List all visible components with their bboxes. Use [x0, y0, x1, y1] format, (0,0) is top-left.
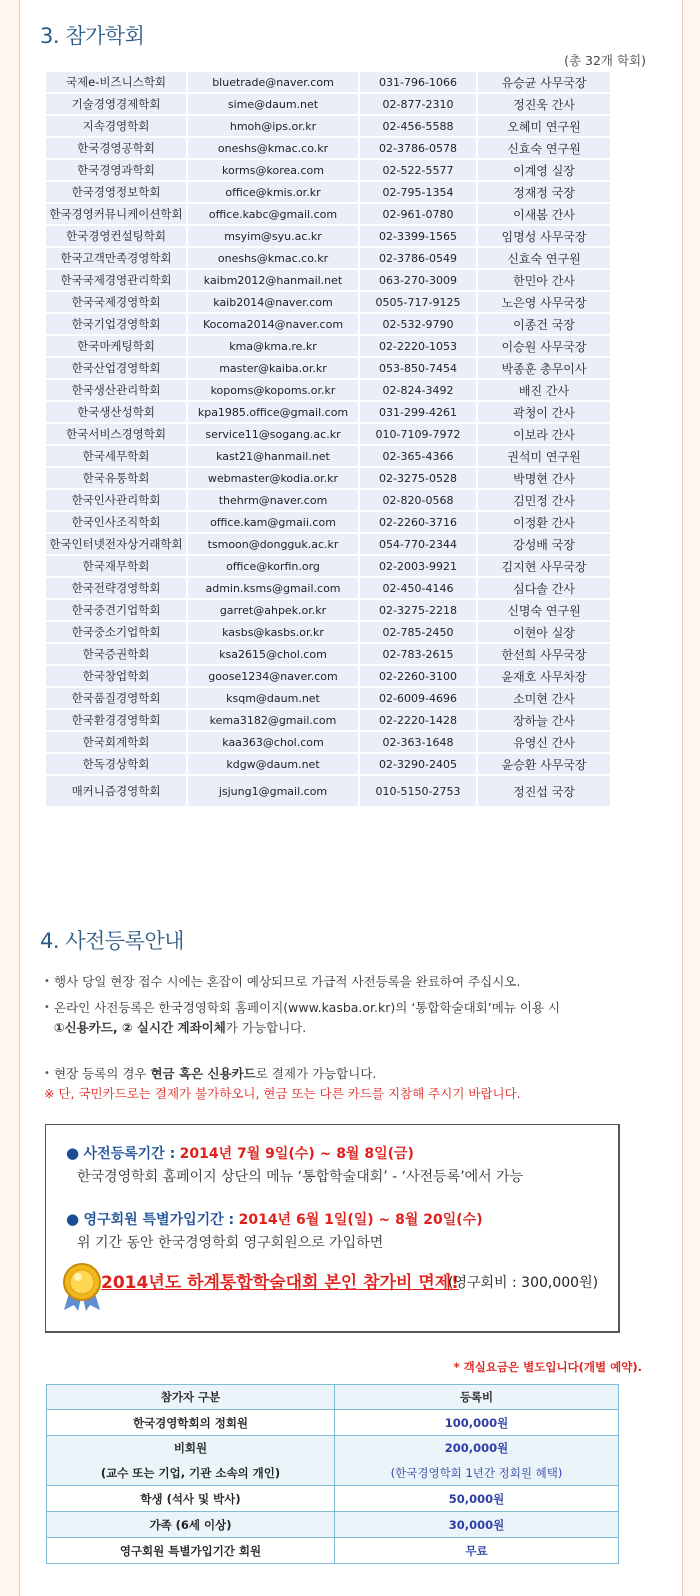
table-row [46, 182, 610, 202]
table-row [46, 314, 610, 334]
table-row [46, 732, 610, 752]
table-row [46, 622, 610, 642]
fee-amount: 50,000원 [335, 1486, 619, 1512]
table-row [46, 512, 610, 532]
society-phone: 02-795-1354 [360, 182, 476, 202]
table-row [46, 578, 610, 598]
table-row [46, 710, 610, 730]
society-contact: 곽청이 간사 [478, 402, 610, 422]
society-phone: 02-365-4366 [360, 446, 476, 466]
society-email: sime@daum.net [188, 94, 358, 114]
society-name: 한국중견기업학회 [46, 600, 186, 620]
fee-row [47, 1538, 619, 1564]
society-contact: 김지현 사무국장 [478, 556, 610, 576]
note-card-warning: ※ 단, 국민카드로는 결제가 불가하오니, 현금 또는 다른 카드를 지참해 주시기 바랍니다. [44, 1086, 521, 1101]
society-email: korms@korea.com [188, 160, 358, 180]
society-email: kma@kma.re.kr [188, 336, 358, 356]
society-phone: 02-363-1648 [360, 732, 476, 752]
society-contact: 한선희 사무국장 [478, 644, 610, 664]
society-name: 한국인터넷전자상거래학회 [46, 534, 186, 554]
society-contact: 배진 간사 [478, 380, 610, 400]
society-name: 한국마케팅학회 [46, 336, 186, 356]
society-name: 한국경영컨설팅학회 [46, 226, 186, 246]
fee-category: 영구회원 특별가입기간 회원 [47, 1538, 335, 1564]
table-row [46, 446, 610, 466]
table-row [46, 754, 610, 774]
society-name: 지속경영학회 [46, 116, 186, 136]
lifetime-member-desc: 위 기간 동안 한국경영학회 영구회원으로 가입하면 [77, 1235, 384, 1251]
society-phone: 053-850-7454 [360, 358, 476, 378]
society-name: 한국환경경영학회 [46, 710, 186, 730]
society-phone: 02-450-4146 [360, 578, 476, 598]
society-phone: 02-6009-4696 [360, 688, 476, 708]
society-contact: 박종훈 총무이사 [478, 358, 610, 378]
society-phone: 063-270-3009 [360, 270, 476, 290]
society-email: office.kam@gmaii.com [188, 512, 358, 532]
society-email: kast21@hanmail.net [188, 446, 358, 466]
society-contact: 이종건 국장 [478, 314, 610, 334]
award-medal-icon [60, 1262, 104, 1312]
table-row [46, 556, 610, 576]
society-phone: 02-820-0568 [360, 490, 476, 510]
fee-amount: 200,000원 (한국경영학회 1년간 정회원 혜택) [335, 1436, 619, 1486]
society-email: webmaster@kodia.or.kr [188, 468, 358, 488]
society-name: 한국산업경영학회 [46, 358, 186, 378]
society-contact: 박명현 간사 [478, 468, 610, 488]
society-name: 한국생산성학회 [46, 402, 186, 422]
table-row [46, 72, 610, 92]
table-row [46, 94, 610, 114]
society-contact: 이계영 실장 [478, 160, 610, 180]
society-name: 한국인사관리학회 [46, 490, 186, 510]
society-contact: 소미현 간사 [478, 688, 610, 708]
registration-notes [44, 972, 624, 1104]
society-contact: 장하늘 간사 [478, 710, 610, 730]
society-email: master@kaiba.or.kr [188, 358, 358, 378]
society-name: 한국서비스경영학회 [46, 424, 186, 444]
society-email: kema3182@gmail.com [188, 710, 358, 730]
society-contact: 윤승환 사무국장 [478, 754, 610, 774]
society-contact: 유승균 사무국장 [478, 72, 610, 92]
table-row [46, 666, 610, 686]
society-contact: 김민정 간사 [478, 490, 610, 510]
society-contact: 노은영 사무국장 [478, 292, 610, 312]
fee-category: 학생 (석사 및 박사) [47, 1486, 335, 1512]
society-contact: 정재정 국장 [478, 182, 610, 202]
society-count: (총 32개 학회) [564, 53, 646, 68]
society-contact: 유영신 간사 [478, 732, 610, 752]
society-phone: 02-3275-0528 [360, 468, 476, 488]
society-phone: 010-5150-2753 [360, 776, 476, 806]
society-contact: 신효숙 연구원 [478, 138, 610, 158]
society-phone: 02-3786-0578 [360, 138, 476, 158]
society-phone: 0505-717-9125 [360, 292, 476, 312]
society-contact: 오혜미 연구원 [478, 116, 610, 136]
society-phone: 02-877-2310 [360, 94, 476, 114]
society-phone: 02-783-2615 [360, 644, 476, 664]
society-name: 한국경영공학회 [46, 138, 186, 158]
society-contact: 이현아 실장 [478, 622, 610, 642]
section4-title: 4. 사전등록안내 [40, 929, 184, 953]
society-email: kopoms@kopoms.or.kr [188, 380, 358, 400]
table-row [46, 116, 610, 136]
society-name: 한국품질경영학회 [46, 688, 186, 708]
table-row [46, 292, 610, 312]
society-contact: 한민아 간사 [478, 270, 610, 290]
society-phone: 02-824-3492 [360, 380, 476, 400]
society-name: 한국회계학회 [46, 732, 186, 752]
society-email: hmoh@ips.or.kr [188, 116, 358, 136]
society-name: 한국재무학회 [46, 556, 186, 576]
table-row [46, 138, 610, 158]
note-onsite-payment: • 현장 등록의 경우 현금 혹은 신용카드로 결제가 가능합니다. [44, 1064, 624, 1084]
table-row [46, 336, 610, 356]
fee-header-row [47, 1385, 619, 1410]
society-contact: 이승원 사무국장 [478, 336, 610, 356]
society-email: office@korfin.org [188, 556, 358, 576]
society-name: 한국경영과학회 [46, 160, 186, 180]
pre-registration-desc: 한국경영학회 홈페이지 상단의 메뉴 ‘통합학술대회’ - ‘사전등록’에서 가능 [77, 1169, 524, 1185]
society-email: jsjung1@gmail.com [188, 776, 358, 806]
society-phone: 02-2260-3100 [360, 666, 476, 686]
society-email: goose1234@naver.com [188, 666, 358, 686]
fee-row [47, 1486, 619, 1512]
registration-fee-table [46, 1384, 619, 1564]
society-phone: 02-522-5577 [360, 160, 476, 180]
table-row [46, 490, 610, 510]
society-contact: 신명숙 연구원 [478, 600, 610, 620]
society-name: 한국국제경영학회 [46, 292, 186, 312]
table-row [46, 248, 610, 268]
society-name: 매커니즘경영학회 [46, 776, 186, 806]
society-email: ksa2615@chol.com [188, 644, 358, 664]
society-email: kaibm2012@hanmail.net [188, 270, 358, 290]
society-name: 한국인사조직학회 [46, 512, 186, 532]
society-phone: 02-3786-0549 [360, 248, 476, 268]
fee-row [47, 1436, 619, 1486]
society-email: service11@sogang.ac.kr [188, 424, 358, 444]
society-name: 국제e-비즈니스학회 [46, 72, 186, 92]
society-phone: 02-785-2450 [360, 622, 476, 642]
fee-amount: 100,000원 [335, 1410, 619, 1436]
pre-registration-period: ● 사전등록기간 : 2014년 7월 9일(수) ~ 8월 8일(금) [66, 1144, 414, 1162]
society-contact: 정진욱 간사 [478, 94, 610, 114]
society-email: kasbs@kasbs.or.kr [188, 622, 358, 642]
society-email: garret@ahpek.or.kr [188, 600, 358, 620]
society-email: office.kabc@gmail.com [188, 204, 358, 224]
table-row [46, 600, 610, 620]
room-rate-note: * 객실요금은 별도입니다(개별 예약). [453, 1360, 642, 1374]
society-email: oneshs@kmac.co.kr [188, 138, 358, 158]
society-name: 한국창업학회 [46, 666, 186, 686]
society-contact: 권석미 연구원 [478, 446, 610, 466]
fee-category: 가족 (6세 이상) [47, 1512, 335, 1538]
society-email: kaib2014@naver.com [188, 292, 358, 312]
society-email: oneshs@kmac.co.kr [188, 248, 358, 268]
society-phone: 054-770-2344 [360, 534, 476, 554]
section3-title: 3. 참가학회 [40, 24, 145, 48]
fee-category: 한국경영학회의 정회원 [47, 1410, 335, 1436]
society-email: office@kmis.or.kr [188, 182, 358, 202]
society-phone: 02-2260-3716 [360, 512, 476, 532]
society-name: 한국전략경영학회 [46, 578, 186, 598]
society-email: kpa1985.office@gmail.com [188, 402, 358, 422]
society-name: 한국세무학회 [46, 446, 186, 466]
note-online-registration: • 온라인 사전등록은 한국경영학회 홈페이지(www.kasba.or.kr)의 ‘통합학술대회’메뉴 이용 시 ①신용카드, ② 실시간 계좌이체가 가능합니다. [44, 998, 624, 1038]
society-phone: 02-2003-9921 [360, 556, 476, 576]
society-phone: 02-3275-2218 [360, 600, 476, 620]
society-phone: 02-456-5588 [360, 116, 476, 136]
society-email: Kocoma2014@naver.com [188, 314, 358, 334]
fee-header-amount: 등록비 [335, 1385, 619, 1410]
society-email: msyim@syu.ac.kr [188, 226, 358, 246]
fee-category: 비회원 (교수 또는 기업, 기관 소속의 개인) [47, 1436, 335, 1486]
table-row [46, 468, 610, 488]
society-name: 한국경영정보학회 [46, 182, 186, 202]
society-phone: 02-961-0780 [360, 204, 476, 224]
society-phone: 031-796-1066 [360, 72, 476, 92]
society-table [44, 70, 612, 808]
society-phone: 02-532-9790 [360, 314, 476, 334]
fee-row [47, 1410, 619, 1436]
society-contact: 신효숙 연구원 [478, 248, 610, 268]
table-row [46, 776, 610, 806]
society-name: 한국생산관리학회 [46, 380, 186, 400]
table-row [46, 204, 610, 224]
society-phone: 02-3399-1565 [360, 226, 476, 246]
registration-period-box [45, 1124, 620, 1333]
society-name: 한국국제경영관리학회 [46, 270, 186, 290]
society-phone: 02-2220-1428 [360, 710, 476, 730]
table-row [46, 534, 610, 554]
society-email: kdgw@daum.net [188, 754, 358, 774]
society-contact: 강성배 국장 [478, 534, 610, 554]
table-row [46, 688, 610, 708]
fee-amount: 무료 [335, 1538, 619, 1564]
society-name: 한국유통학회 [46, 468, 186, 488]
society-contact: 윤재호 사무차장 [478, 666, 610, 686]
table-row [46, 358, 610, 378]
society-name: 한독경상학회 [46, 754, 186, 774]
fee-exemption-headline: 2014년도 하계통합학술대회 본인 참가비 면제! [101, 1273, 459, 1293]
table-row [46, 160, 610, 180]
society-email: thehrm@naver.com [188, 490, 358, 510]
fee-amount: 30,000원 [335, 1512, 619, 1538]
society-name: 한국중소기업학회 [46, 622, 186, 642]
society-name: 한국기업경영학회 [46, 314, 186, 334]
society-email: bluetrade@naver.com [188, 72, 358, 92]
table-row [46, 270, 610, 290]
society-name: 한국증권학회 [46, 644, 186, 664]
society-phone: 010-7109-7972 [360, 424, 476, 444]
table-row [46, 380, 610, 400]
fee-header-category: 참가자 구분 [47, 1385, 335, 1410]
note-onsite-congestion: • 행사 당일 현장 접수 시에는 혼잡이 예상되므로 가급적 사전등록을 완료하여 주십시오. [44, 972, 624, 992]
society-phone: 031-299-4261 [360, 402, 476, 422]
fee-row [47, 1512, 619, 1538]
society-name: 한국고객만족경영학회 [46, 248, 186, 268]
society-email: admin.ksms@gmail.com [188, 578, 358, 598]
table-row [46, 226, 610, 246]
society-email: tsmoon@dongguk.ac.kr [188, 534, 358, 554]
society-phone: 02-3290-2405 [360, 754, 476, 774]
table-row [46, 402, 610, 422]
society-phone: 02-2220-1053 [360, 336, 476, 356]
society-name: 한국경영커뮤니케이션학회 [46, 204, 186, 224]
society-contact: 임명성 사무국장 [478, 226, 610, 246]
society-name: 기술경영경제학회 [46, 94, 186, 114]
lifetime-fee-note: (영구회비 : 300,000원) [448, 1275, 599, 1291]
society-contact: 이새봄 간사 [478, 204, 610, 224]
society-contact: 심다솔 간사 [478, 578, 610, 598]
society-email: kaa363@chol.com [188, 732, 358, 752]
table-row [46, 424, 610, 444]
society-contact: 이보라 간사 [478, 424, 610, 444]
society-contact: 이정환 간사 [478, 512, 610, 532]
table-row [46, 644, 610, 664]
lifetime-member-period: ● 영구회원 특별가입기간 : 2014년 6월 1일(일) ~ 8월 20일(수) [66, 1210, 483, 1228]
society-contact: 정진섭 국장 [478, 776, 610, 806]
society-email: ksqm@daum.net [188, 688, 358, 708]
